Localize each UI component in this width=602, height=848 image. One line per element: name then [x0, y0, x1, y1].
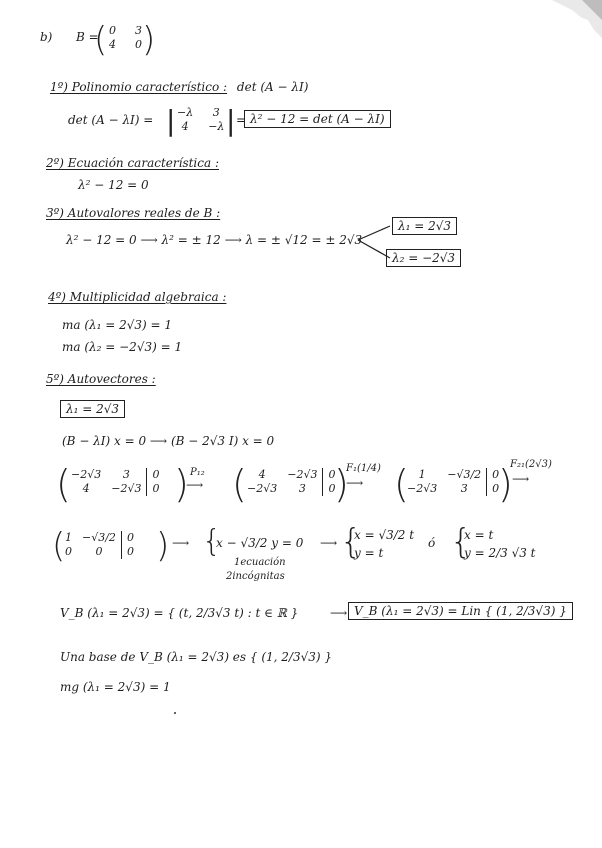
op-2-label: F₁(1/4)	[346, 463, 381, 474]
part-label: b)	[40, 30, 53, 44]
aug-matrix-4	[60, 531, 139, 559]
aug-cell: −2√3	[111, 482, 142, 495]
det-matrix	[172, 106, 229, 134]
matrix-left-paren: (	[94, 20, 108, 60]
s1-boxed-polynomial: λ² − 12 = det (A − λI)	[244, 110, 391, 128]
matrix-cell: 3	[135, 24, 142, 37]
det-bar-right: |	[226, 104, 236, 137]
op-1-arrow: ⟶	[186, 478, 204, 492]
aug-matrix-3	[402, 468, 504, 496]
s3-root-1: λ₁ = 2√3	[392, 217, 457, 235]
aug-cell: 0	[487, 468, 505, 482]
aug-cell: −2√3	[247, 482, 278, 495]
matrix-cell: 0	[109, 24, 116, 37]
arrow-to-solution: ⟶	[320, 536, 338, 550]
basis-sentence: Una base de V_B (λ₁ = 2√3) es { (1, 2/3√3) }	[60, 650, 333, 664]
aug-matrix-1	[66, 468, 164, 496]
aug-cell: 0	[147, 468, 165, 482]
s4-ma-1: ma (λ₁ = 2√3) = 1	[62, 318, 173, 332]
eigenspace-set: V_B (λ₁ = 2√3) = { (t, 2/3√3 t) : t ∈ ℝ }	[60, 606, 299, 620]
solution-2-x: x = t	[464, 528, 494, 542]
or-label: ó	[428, 536, 436, 550]
torn-corner-mark	[542, 0, 602, 40]
aug-cell: 4	[82, 482, 90, 495]
aug-cell: −2√3	[287, 468, 318, 481]
aug-cell: −2√3	[407, 482, 438, 495]
reduced-equation: x − √3/2 y = 0	[216, 536, 304, 550]
s1-title-text: 1º) Polinomio característico :	[50, 80, 228, 94]
solution-2-brace: {	[450, 522, 472, 562]
s2-equation: λ² − 12 = 0	[78, 178, 149, 192]
eigenspace-arrow: ⟶	[330, 606, 348, 620]
solution-1-brace: {	[340, 522, 362, 562]
aug3-left-paren: (	[394, 462, 409, 506]
aug-cell: 0	[487, 482, 505, 496]
s1-title-formula: det (A − λI)	[236, 80, 309, 94]
s3-chain: λ² − 12 = 0 ⟶ λ² = ± 12 ⟶ λ = ± √12 = ± 2√3	[66, 233, 363, 247]
matrix-b	[104, 24, 147, 52]
note-two-unknowns: 2incógnitas	[226, 571, 285, 582]
aug-cell: −√3/2	[82, 531, 116, 544]
note-one-equation: 1ecuación	[234, 557, 286, 568]
op-3-label: F₂₁(2√3)	[510, 459, 552, 470]
solution-2-y: y = 2/3 √3 t	[464, 546, 536, 560]
s5-system: (B − λI) x = 0 ⟶ (B − 2√3 I) x = 0	[62, 434, 275, 448]
det-cell: 3	[212, 106, 220, 119]
aug-matrix-2	[242, 468, 340, 496]
aug-cell: 0	[323, 468, 341, 482]
det-cell: −λ	[177, 106, 194, 119]
s4-ma-2: ma (λ₂ = −2√3) = 1	[62, 340, 183, 354]
aug1-right-paren: )	[174, 462, 189, 506]
aug-cell: −√3/2	[447, 468, 482, 481]
s1-equals: =	[236, 113, 247, 127]
solution-1-x: x = √3/2 t	[354, 528, 415, 542]
aug-cell: 3	[460, 482, 468, 495]
equation-brace: {	[202, 524, 222, 559]
s1-title	[50, 80, 308, 94]
aug-cell: 3	[298, 482, 306, 495]
aug4-right-paren: )	[156, 526, 170, 566]
matrix-cell: 4	[109, 38, 116, 51]
det-bar-left: |	[166, 104, 176, 137]
aug-cell: 0	[65, 545, 72, 558]
aug2-right-paren: )	[334, 462, 349, 506]
solution-1-y: y = t	[354, 546, 384, 560]
s5-boxed-lambda: λ₁ = 2√3	[60, 400, 125, 418]
aug-cell: −2√3	[71, 468, 102, 481]
aug3-right-paren: )	[498, 462, 513, 506]
s3-title: 3º) Autovalores reales de B :	[46, 206, 221, 220]
aug-cell: 1	[65, 531, 72, 544]
aug-cell: 0	[121, 545, 139, 559]
s2-title: 2º) Ecuación característica :	[46, 156, 219, 170]
matrix-name: B =	[76, 30, 99, 44]
ink-dot	[174, 712, 176, 714]
aug-cell: 0	[147, 482, 165, 496]
aug1-left-paren: (	[56, 462, 71, 506]
aug4-left-paren: (	[52, 526, 66, 566]
op-2-arrow: ⟶	[346, 476, 364, 490]
aug-cell: 0	[121, 531, 139, 545]
aug-cell: 0	[323, 482, 341, 496]
s4-title: 4º) Multiplicidad algebraica :	[48, 290, 227, 304]
aug-cell: 4	[258, 468, 266, 481]
arrow-to-equation: ⟶	[172, 536, 190, 550]
matrix-cell: 0	[135, 38, 142, 51]
matrix-right-paren: )	[142, 20, 156, 60]
s3-root-2: λ₂ = −2√3	[386, 249, 461, 267]
aug-cell: 1	[418, 468, 426, 481]
geometric-multiplicity: mg (λ₁ = 2√3) = 1	[60, 680, 171, 694]
op-3-arrow: ⟶	[512, 472, 530, 486]
det-cell: 4	[181, 120, 189, 133]
aug2-left-paren: (	[232, 462, 247, 506]
eigenspace-boxed: V_B (λ₁ = 2√3) = Lin { (1, 2/3√3) }	[348, 602, 573, 620]
aug-cell: 3	[122, 468, 130, 481]
op-1-label: P₁₂	[190, 467, 205, 478]
s5-title: 5º) Autovectores :	[46, 372, 156, 386]
s1-lhs: det (A − λI) =	[68, 113, 154, 127]
det-cell: −λ	[208, 120, 225, 133]
aug-cell: 0	[95, 545, 103, 558]
